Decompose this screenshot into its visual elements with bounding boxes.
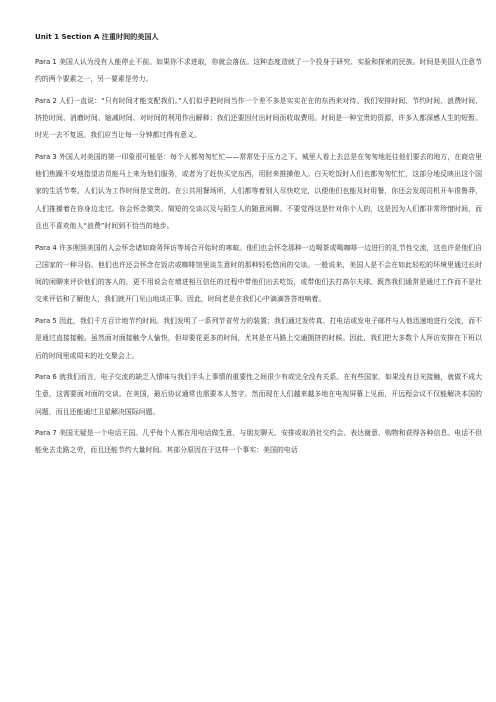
paragraph-7: Para 7 美国无疑是一个电话王国。几乎每个人都在用电话做生意、与朋友聊天、安排或取消社交约会、表达谢意、购物和获得各种信息。电话不但能免去走路之劳，而且还能节约大量时间。其部分原因在于这样一个事实：美国的电话 bbox=[35, 429, 482, 455]
paragraph-6: Para 6 就我们而言，电子交流的缺乏人情味与我们手头上事情的重要性之间很少有或完全没有关系。在有些国家，如果没有目光接触，就做不成大生意，这需要面对面的交谈。在美国，最后协议通常也需要本人签字。然而现在人们越来越多地在电视屏幕上见面，开远程会议不仅能解决本国的问题，而且还能通过卫星解决国际问题。 bbox=[35, 372, 482, 416]
paragraph-2: Para 2 人们一直说：“只有时间才能支配我们。”人们似乎把时间当作一个差不多是实实在在的东西来对待。我们安排时间、节约时间、浪费时间、挤抢时间、消磨时间、缩减时间、对时间的利用作出解释；我们还要因付出时间而收取费用。时间是一种宝贵的资源，许多人都深感人生的短暂。时光一去不复返。我们应当让每一分钟都过得有意义。 bbox=[35, 96, 482, 140]
paragraph-1: Para 1 美国人认为没有人能停止不前。如果你不求进取，你就会落伍。这种态度造就了一个投身于研究、实验和探索的民族。时间是美国人注意节约的两个要素之一，另一要素是劳力。 bbox=[35, 58, 482, 84]
paragraph-4: Para 4 许多刚到美国的人会怀念诸如商务拜访等场合开始时的寒暄。他们也会怀念那种一边喝茶或喝咖啡一边进行的礼节性交流，这也许是他们自己国家的一种习俗。他们也许还会怀念在饭店或咖啡馆里谈生意时的那种轻松悠闲的交谈。一般说来，美国人是不会在如此轻松的环境里通过长时间的闲聊来评价他们的客人的，更不用说会在增进相互信任的过程中带他们出去吃饭，或带他们去打高尔夫球。既然我们通常是通过工作而不是社交来评估和了解他人，我们就开门见山地谈正事。因此，时间老是在我们心中滴滴答答地响着。 bbox=[35, 243, 482, 304]
paragraph-3: Para 3 外国人对美国的第一印象很可能是：每个人都匆匆忙忙——常常处于压力之下。城里人看上去总是在匆匆地赶往他们要去的地方，在商店里他们焦躁不安地指望店员能马上来为他们服务，或者为了赶快买完东西，用肘来推搡他人。白天吃饭时人们也都匆匆忙忙，这部分地反映出这个国家的生活节奏。人们认为工作时间是宝贵的。在公共用餐场所，人们都等着别人尽快吃完，以便他们也能及时用餐，你还会发现司机开车很鲁莽，人们推搡着在你身边走过。你会怀念微笑、简短的交谈以及与陌生人的随意闲聊。不要觉得这是针对你个人的，这是因为人们都非常珍惜时间，而且也不喜欢他人“浪费”时间到不恰当的地步。 bbox=[35, 152, 482, 231]
paragraph-5: Para 5 因此，我们千方百计地节约时间。我们发明了一系列节省劳力的装置；我们通过发传真、打电话或发电子邮件与人他迅速地进行交流，而不是通过直接接触。虽然面对面接触令人愉快，但却要花更多的时间，尤其是在马路上交通拥挤的时候。因此，我们把大多数个人拜访安排在下班以后的时间里或周末的社交聚会上。 bbox=[35, 316, 482, 360]
document-title: Unit 1 Section A 注重时间的美国人 bbox=[35, 32, 159, 41]
